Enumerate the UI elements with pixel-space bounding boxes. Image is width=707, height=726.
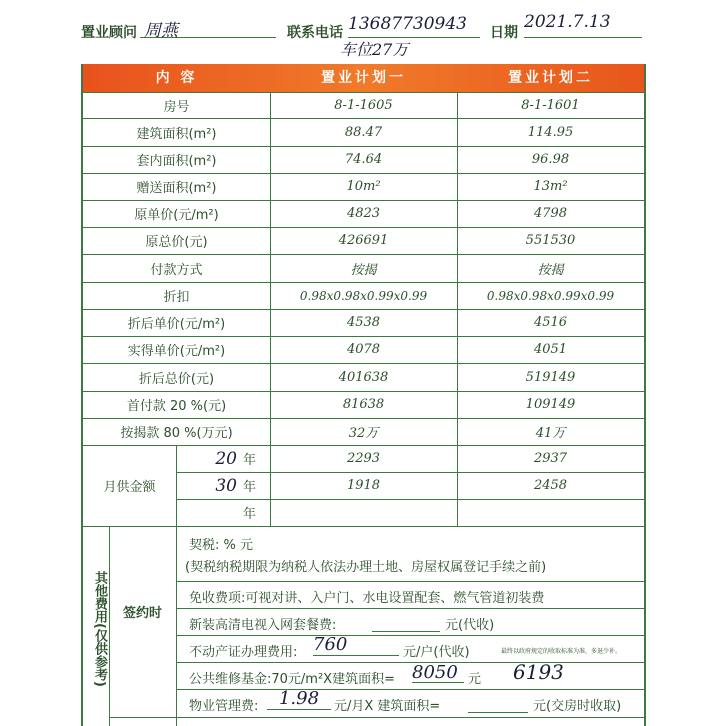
plan-1-value[interactable]: 74.64 bbox=[344, 152, 383, 167]
row-divider bbox=[176, 635, 644, 636]
row-label: 赠送面积(m²) bbox=[136, 181, 217, 196]
monthly-plan-1[interactable]: 1918 bbox=[346, 478, 381, 493]
management-fee-label: 物业管理费: bbox=[189, 699, 259, 714]
row-divider bbox=[176, 608, 644, 609]
col-divider bbox=[176, 445, 177, 726]
row-label: 折后单价(元/m²) bbox=[127, 317, 226, 332]
row-divider bbox=[176, 662, 644, 663]
plan-1-value[interactable]: 401638 bbox=[338, 369, 389, 385]
management-fee-suffix: 元(交房时收取) bbox=[533, 699, 622, 714]
deed-tax: 契税: % 元 bbox=[189, 538, 253, 553]
date-field[interactable] bbox=[524, 12, 642, 38]
exempt-items: 免收费项:可视对讲、入户门、水电设置配套、燃气管道初装费 bbox=[189, 591, 545, 606]
row-divider bbox=[109, 717, 644, 718]
plan-1-value[interactable]: 按揭 bbox=[350, 262, 377, 278]
table-header bbox=[83, 64, 644, 92]
plan-table bbox=[81, 64, 646, 726]
date-label: 日期 bbox=[490, 25, 518, 41]
plan-1-value[interactable]: 4823 bbox=[346, 206, 381, 221]
monthly-plan-2[interactable]: 2937 bbox=[533, 451, 568, 466]
row-label: 原总价(元) bbox=[145, 235, 208, 250]
plan-2-value[interactable]: 0.98x0.98x0.99x0.99 bbox=[486, 288, 615, 303]
plan-1-value[interactable]: 88.47 bbox=[344, 124, 383, 140]
monthly-plan-1[interactable] bbox=[270, 499, 457, 526]
plan-2-value[interactable]: 4798 bbox=[533, 206, 568, 221]
loan-years[interactable]: 30 bbox=[215, 475, 237, 496]
plan-1-value[interactable]: 0.98x0.98x0.99x0.99 bbox=[299, 288, 428, 303]
plan-1-value[interactable]: 10m² bbox=[346, 179, 381, 194]
plan-2-value[interactable]: 按揭 bbox=[537, 262, 564, 278]
monthly-plan-2[interactable]: 2458 bbox=[533, 478, 568, 493]
year-unit: 年 bbox=[242, 480, 256, 495]
row-label: 建筑面积(m²) bbox=[136, 126, 217, 142]
plan-1-value[interactable]: 81638 bbox=[342, 397, 385, 412]
advisor-value: 周燕 bbox=[144, 21, 178, 41]
maintenance-fund-value-2[interactable]: 6193 bbox=[513, 660, 564, 684]
cert-fee-suffix: 元/户(代收) bbox=[403, 645, 470, 660]
phone-label: 联系电话 bbox=[287, 25, 343, 41]
other-fees-label: 其他费用(仅供参考) bbox=[92, 571, 107, 687]
row-divider bbox=[176, 581, 644, 582]
col-divider bbox=[457, 92, 458, 526]
signing-stage-label: 签约时 bbox=[122, 605, 162, 621]
advisor-label: 置业顾问 bbox=[81, 25, 137, 41]
tv-fee-label: 新装高清电视入网套餐费: bbox=[189, 618, 337, 633]
col-divider bbox=[270, 92, 271, 526]
handwritten-annotation: 车位27万 bbox=[340, 40, 409, 59]
maintenance-fund-value[interactable]: 8050 bbox=[412, 662, 464, 683]
plan-2-value[interactable]: 8-1-1601 bbox=[521, 97, 580, 113]
plan-2-value[interactable]: 4051 bbox=[533, 342, 568, 357]
year-unit: 年 bbox=[242, 453, 256, 468]
header-plan-2: 置业计划二 bbox=[508, 70, 593, 86]
date-value: 2021.7.13 bbox=[524, 12, 611, 32]
tv-fee-suffix: 元(代收) bbox=[445, 618, 495, 633]
management-fee-value[interactable]: 1.98 bbox=[267, 688, 331, 710]
plan-2-value[interactable]: 109149 bbox=[525, 397, 576, 412]
header-plan-1: 置业计划一 bbox=[321, 70, 406, 86]
loan-years[interactable]: 20 bbox=[215, 448, 237, 469]
maintenance-fund-suffix: 元 bbox=[468, 672, 482, 687]
row-label: 房号 bbox=[163, 99, 190, 115]
row-label: 首付款 20 %(元) bbox=[126, 399, 227, 414]
plan-2-value[interactable]: 41万 bbox=[535, 426, 566, 441]
plan-1-value[interactable]: 4538 bbox=[346, 315, 381, 330]
row-label: 实得单价(元/m²) bbox=[127, 344, 226, 359]
row-label: 按揭款 80 %(万元) bbox=[120, 426, 233, 441]
plan-2-value[interactable]: 96.98 bbox=[531, 152, 570, 167]
row-label: 折后总价(元) bbox=[138, 371, 215, 387]
phone-value: 13687730943 bbox=[348, 14, 467, 34]
management-fee-mid: 元/月X 建筑面积= bbox=[334, 699, 441, 714]
header-content: 内 容 bbox=[155, 70, 198, 86]
row-label: 付款方式 bbox=[150, 262, 203, 278]
cert-fee-note: 最终以政府规定的收取标准为准，多退少补。 bbox=[501, 648, 622, 655]
plan-1-value[interactable]: 32万 bbox=[348, 426, 379, 441]
plan-2-value[interactable]: 551530 bbox=[525, 233, 576, 248]
advisor-field[interactable] bbox=[140, 16, 276, 41]
cert-fee-label: 不动产证办理费用: bbox=[189, 645, 298, 660]
deed-tax-note: (契税纳税期限为纳税人依法办理土地、房屋权属登记手续之前) bbox=[185, 560, 547, 575]
plan-2-value[interactable]: 114.95 bbox=[527, 124, 574, 140]
plan-1-value[interactable]: 8-1-1605 bbox=[334, 97, 393, 113]
loan-term bbox=[176, 472, 270, 499]
monthly-label: 月供金额 bbox=[103, 480, 156, 495]
plan-1-value[interactable]: 4078 bbox=[346, 342, 381, 357]
management-area-field[interactable] bbox=[468, 697, 528, 713]
row-divider bbox=[176, 689, 644, 690]
row-label: 原单价(元/m²) bbox=[134, 208, 219, 223]
row-divider bbox=[83, 92, 644, 93]
plan-2-value[interactable]: 4516 bbox=[533, 315, 568, 330]
cert-fee-value[interactable]: 760 bbox=[313, 634, 399, 656]
loan-term bbox=[176, 445, 270, 472]
row-label: 折扣 bbox=[163, 290, 190, 305]
row-label: 套内面积(m²) bbox=[136, 154, 217, 169]
plan-1-value[interactable]: 426691 bbox=[338, 233, 389, 248]
monthly-plan-1[interactable]: 2293 bbox=[346, 451, 381, 466]
monthly-plan-2[interactable] bbox=[457, 499, 644, 526]
year-unit: 年 bbox=[242, 507, 256, 522]
plan-2-value[interactable]: 13m² bbox=[533, 179, 568, 194]
maintenance-fund-label: 公共维修基金:70元/m²X建筑面积= bbox=[189, 672, 395, 687]
loan-term bbox=[176, 499, 270, 526]
phone-field[interactable] bbox=[348, 14, 480, 38]
plan-2-value[interactable]: 519149 bbox=[525, 369, 576, 385]
tv-fee-field[interactable] bbox=[372, 616, 440, 632]
